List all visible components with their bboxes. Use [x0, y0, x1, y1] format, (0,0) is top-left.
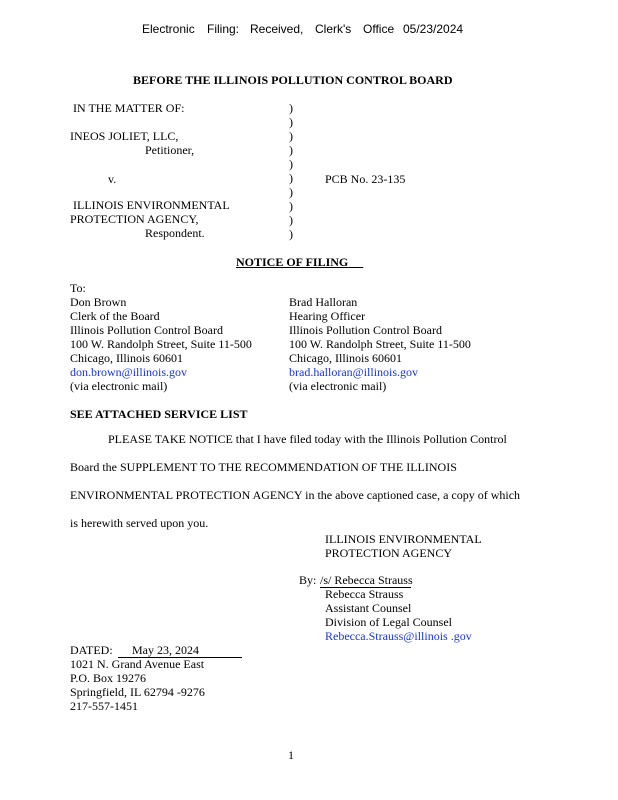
address-line-2: P.O. Box 19276 [70, 671, 147, 685]
recipient-email-link[interactable]: don.brown@illinois.gov [70, 365, 188, 379]
respondent-name-line2: PROTECTION AGENCY, [70, 212, 199, 226]
page-number: 1 [288, 748, 294, 762]
bracket-paren: ) [289, 115, 293, 129]
signature-line [320, 573, 411, 588]
recipient-via: (via electronic mail) [289, 379, 387, 393]
header-word-filing: Filing: [207, 22, 240, 36]
address-line-3: Springfield, IL 62794 -9276 [70, 685, 205, 699]
body-line-4: is herewith served upon you. [70, 516, 209, 530]
recipient-org: Illinois Pollution Control Board [70, 323, 224, 337]
signer-title: Assistant Counsel [325, 601, 412, 615]
header-word-electronic: Electronic [142, 22, 195, 36]
recipient-title: Hearing Officer [289, 309, 366, 323]
phone-number: 217-557-1451 [70, 699, 138, 713]
dated-date: May 23, 2024 [132, 643, 199, 657]
respondent-role: Respondent. [145, 226, 205, 240]
recipient-street: 100 W. Randolph Street, Suite 11-500 [70, 337, 252, 351]
recipient-name: Don Brown [70, 295, 127, 309]
bracket-paren: ) [289, 227, 293, 241]
bracket-paren: ) [289, 213, 293, 227]
signer-division: Division of Legal Counsel [325, 615, 452, 629]
body-line-3: ENVIRONMENTAL PROTECTION AGENCY in the above captioned case, a copy of which [70, 488, 521, 502]
notice-of-filing-title [236, 255, 363, 269]
recipient-city: Chicago, Illinois 60601 [70, 351, 183, 365]
recipient-email-link[interactable]: brad.halloran@illinois.gov [289, 365, 419, 379]
body-line-1: PLEASE TAKE NOTICE that I have filed today with the Illinois Pollution Control [108, 432, 507, 446]
dated-date-line [118, 643, 242, 658]
versus-label: v. [108, 172, 117, 186]
header-word-clerks: Clerk's [315, 22, 352, 36]
bracket-paren: ) [289, 199, 293, 213]
bracket-paren: ) [289, 129, 293, 143]
recipient-name: Brad Halloran [289, 295, 358, 309]
header-date: 05/23/2024 [403, 22, 464, 36]
bracket-paren: ) [289, 143, 293, 157]
signer-email-link[interactable]: Rebecca.Strauss@illinois .gov [325, 629, 472, 643]
notice-title-text: NOTICE OF FILING [236, 255, 349, 269]
electronic-signature: /s/ Rebecca Strauss [320, 573, 413, 587]
recipient-block-hearing-officer [289, 295, 471, 393]
petitioner-name: INEOS JOLIET, LLC, [70, 129, 179, 143]
service-list-label: SEE ATTACHED SERVICE LIST [70, 407, 248, 421]
recipient-city: Chicago, Illinois 60601 [289, 351, 402, 365]
header-word-received: Received, [250, 22, 304, 36]
signer-name: Rebecca Strauss [325, 587, 404, 601]
board-title: BEFORE THE ILLINOIS POLLUTION CONTROL BOARD [133, 73, 453, 87]
matter-of-label: IN THE MATTER OF: [73, 101, 185, 115]
bracket-paren: ) [289, 185, 293, 199]
recipient-title: Clerk of the Board [70, 309, 160, 323]
recipient-org: Illinois Pollution Control Board [289, 323, 443, 337]
to-label: To: [70, 281, 86, 295]
address-line-1: 1021 N. Grand Avenue East [70, 657, 205, 671]
recipient-street: 100 W. Randolph Street, Suite 11-500 [289, 337, 471, 351]
petitioner-role: Petitioner, [145, 143, 195, 157]
agency-name-line1: ILLINOIS ENVIRONMENTAL [325, 532, 482, 546]
case-number: PCB No. 23-135 [325, 172, 406, 186]
header-word-office: Office [363, 22, 395, 36]
bracket-paren: ) [289, 171, 293, 185]
recipient-block-clerk [70, 295, 252, 393]
bracket-paren: ) [289, 101, 293, 115]
recipient-via: (via electronic mail) [70, 379, 168, 393]
caption-bracket [289, 101, 293, 241]
respondent-name-line1: ILLINOIS ENVIRONMENTAL [73, 198, 230, 212]
bracket-paren: ) [289, 157, 293, 171]
by-label: By: [299, 573, 317, 587]
agency-name-line2: PROTECTION AGENCY [325, 546, 453, 560]
dated-label: DATED: [70, 643, 113, 657]
body-line-2: Board the SUPPLEMENT TO THE RECOMMENDATION OF THE ILLINOIS [70, 460, 457, 474]
